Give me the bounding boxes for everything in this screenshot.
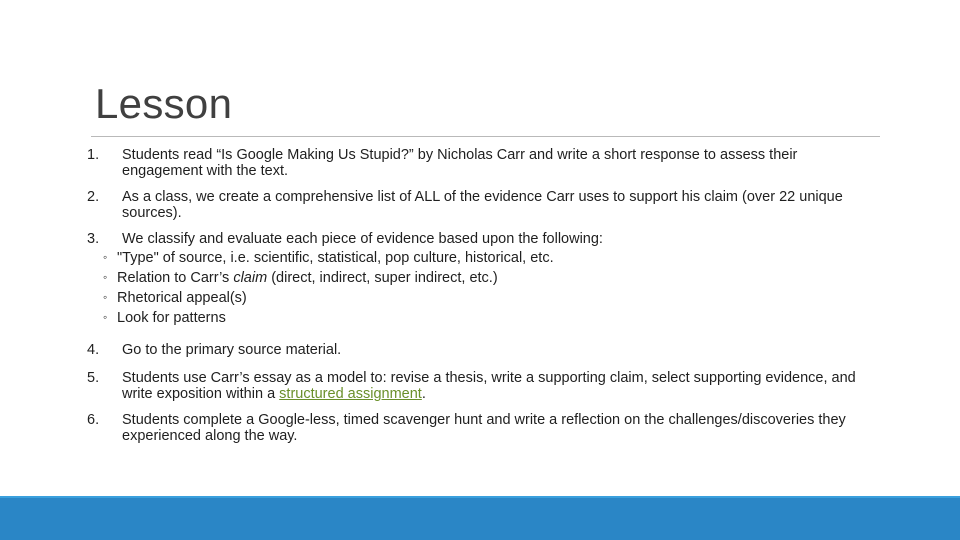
footer-bar [0, 498, 960, 540]
claim-emphasis: claim [233, 270, 268, 286]
list-text-start: Students use Carr’s essay as a model to: revise a thesis, write a supporting claim, select supporting evidence, and write exposition within a [122, 370, 856, 402]
sub-item-text: "Type" of source, i.e. scientific, statistical, pop culture, historical, etc. [117, 250, 554, 266]
list-number: 1. [87, 147, 100, 163]
bullet-icon: ◦ [103, 310, 108, 324]
sub-item-text: Rhetorical appeal(s) [117, 290, 247, 306]
list-text: We classify and evaluate each piece of evidence based upon the following: [122, 231, 603, 247]
sub-item-text [117, 270, 498, 286]
list-text [122, 370, 882, 402]
bullet-icon: ◦ [103, 250, 108, 264]
list-text: Students read “Is Google Making Us Stupid?” by Nicholas Carr and write a short response to assess their engagement with the text. [122, 147, 798, 179]
sub-item-text-end: (direct, indirect, super indirect, etc.) [267, 270, 498, 286]
list-text-end: . [421, 386, 426, 402]
sub-item-text: Look for patterns [117, 310, 226, 326]
list-number: 2. [87, 189, 100, 205]
bullet-icon: ◦ [103, 270, 108, 284]
list-number: 6. [87, 412, 100, 428]
list-number: 3. [87, 231, 100, 247]
list-text: As a class, we create a comprehensive list of ALL of the evidence Carr uses to support his claim (over 22 unique sources). [122, 189, 843, 221]
title-divider [91, 136, 880, 137]
bullet-icon: ◦ [103, 290, 108, 304]
list-number: 4. [87, 342, 100, 358]
list-text: Students complete a Google-less, timed scavenger hunt and write a reflection on the challenges/discoveries they experienced along the way. [122, 412, 846, 444]
list-number: 5. [87, 370, 100, 386]
sub-item-text-start: Relation to Carr’s [117, 270, 234, 286]
list-text: Go to the primary source material. [122, 342, 342, 358]
structured-assignment-link[interactable]: structured assignment [279, 386, 422, 402]
slide-title: Lesson [95, 80, 233, 127]
